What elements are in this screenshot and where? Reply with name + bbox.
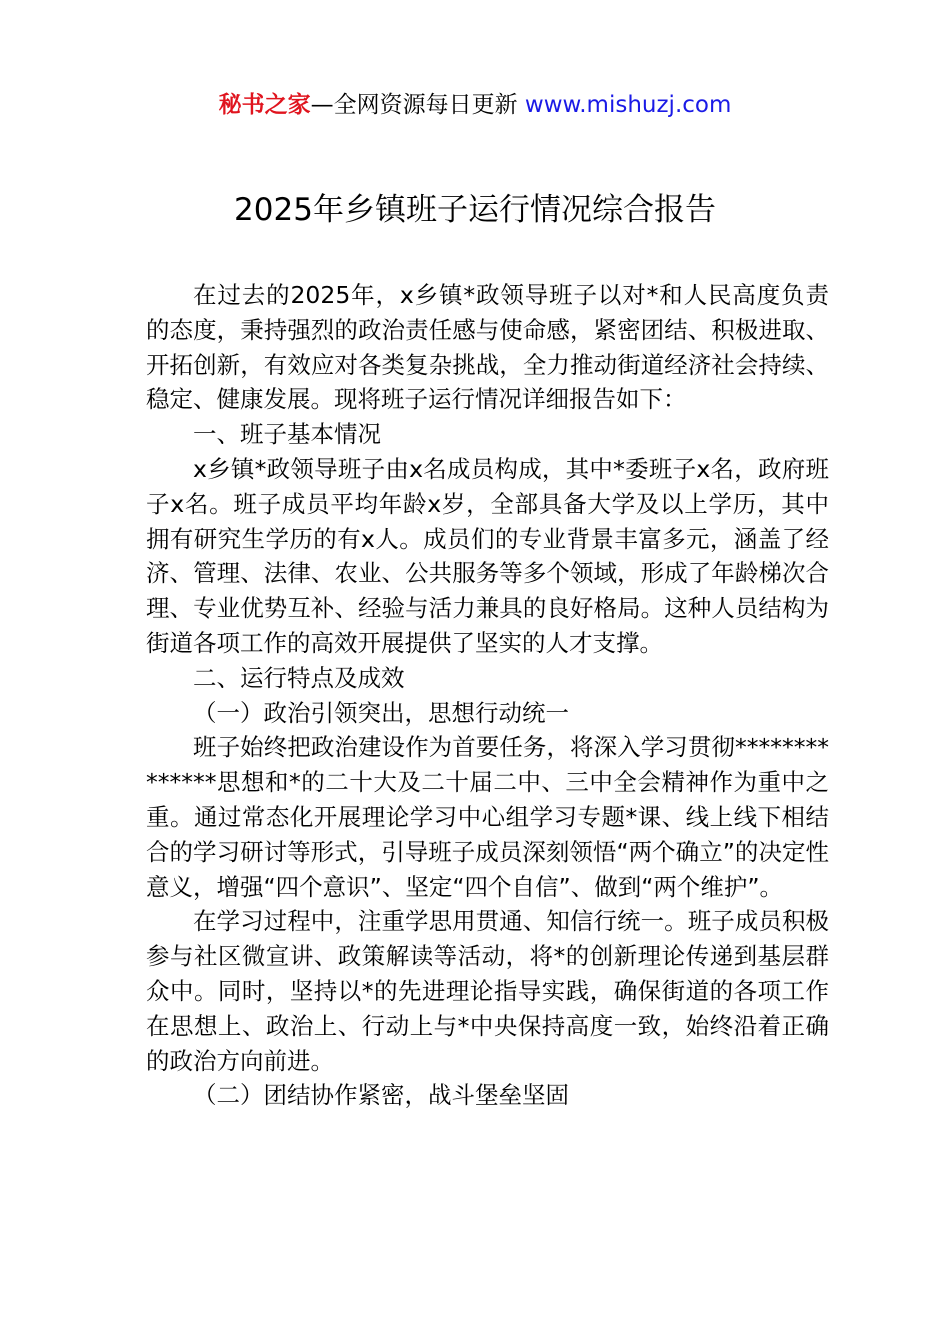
- header-tagline: —全网资源每日更新: [310, 92, 525, 118]
- paragraph-team-overview: x乡镇*政领导班子由x名成员构成，其中*委班子x名，政府班子x名。班子成员平均年龄x岁，全部具备大学及以上学历，其中拥有研究生学历的有x人。成员们的专业背景丰富多元，涵盖了经济、管理、法律、农业、公共服务等多个领域，形成了年龄梯次合理、专业优势互补、经验与活力兼具的良好格局。这种人员结构为街道各项工作的高效开展提供了坚实的人才支撑。: [146, 454, 829, 657]
- paragraph-political-building: 班子始终把政治建设作为首要任务，将深入学习贯彻**************思想和*的二十大及二十届二中、三中全会精神作为重中之重。通过常态化开展理论学习中心组学习专题*课、线上线下相结合的学习研讨等形式，引导班子成员深刻领悟“两个确立”的决定性意义，增强“四个意识”、坚定“四个自信”、做到“两个维护”。: [146, 733, 829, 901]
- subsection-heading-1: （一）政治引领突出，思想行动统一: [193, 698, 569, 727]
- section-heading-1: 一、班子基本情况: [193, 420, 381, 449]
- document-body: [146, 278, 829, 1113]
- section-heading-2: 二、运行特点及成效: [193, 663, 405, 692]
- brand-name: 秘书之家: [218, 92, 311, 118]
- paragraph-learning-practice: 在学习过程中，注重学思用贯通、知信行统一。班子成员积极参与社区微宣讲、政策解读等活动，将*的创新理论传递到基层群众中。同时，坚持以*的先进理论指导实践，确保街道的各项工作在思想上、政治上、行动上与*中央保持高度一致，始终沿着正确的政治方向前进。: [146, 907, 829, 1075]
- website-link[interactable]: www.mishuzj.com: [524, 92, 732, 118]
- site-header: [0, 88, 950, 122]
- paragraph-intro: 在过去的2025年，x乡镇*政领导班子以对*和人民高度负责的态度，秉持强烈的政治责任感与使命感，紧密团结、积极进取、开拓创新，有效应对各类复杂挑战，全力推动街道经济社会持续、稳定、健康发展。现将班子运行情况详细报告如下：: [146, 281, 829, 414]
- subsection-heading-2: （二）团结协作紧密，战斗堡垒坚固: [193, 1081, 569, 1110]
- document-title: 2025年乡镇班子运行情况综合报告: [234, 192, 716, 228]
